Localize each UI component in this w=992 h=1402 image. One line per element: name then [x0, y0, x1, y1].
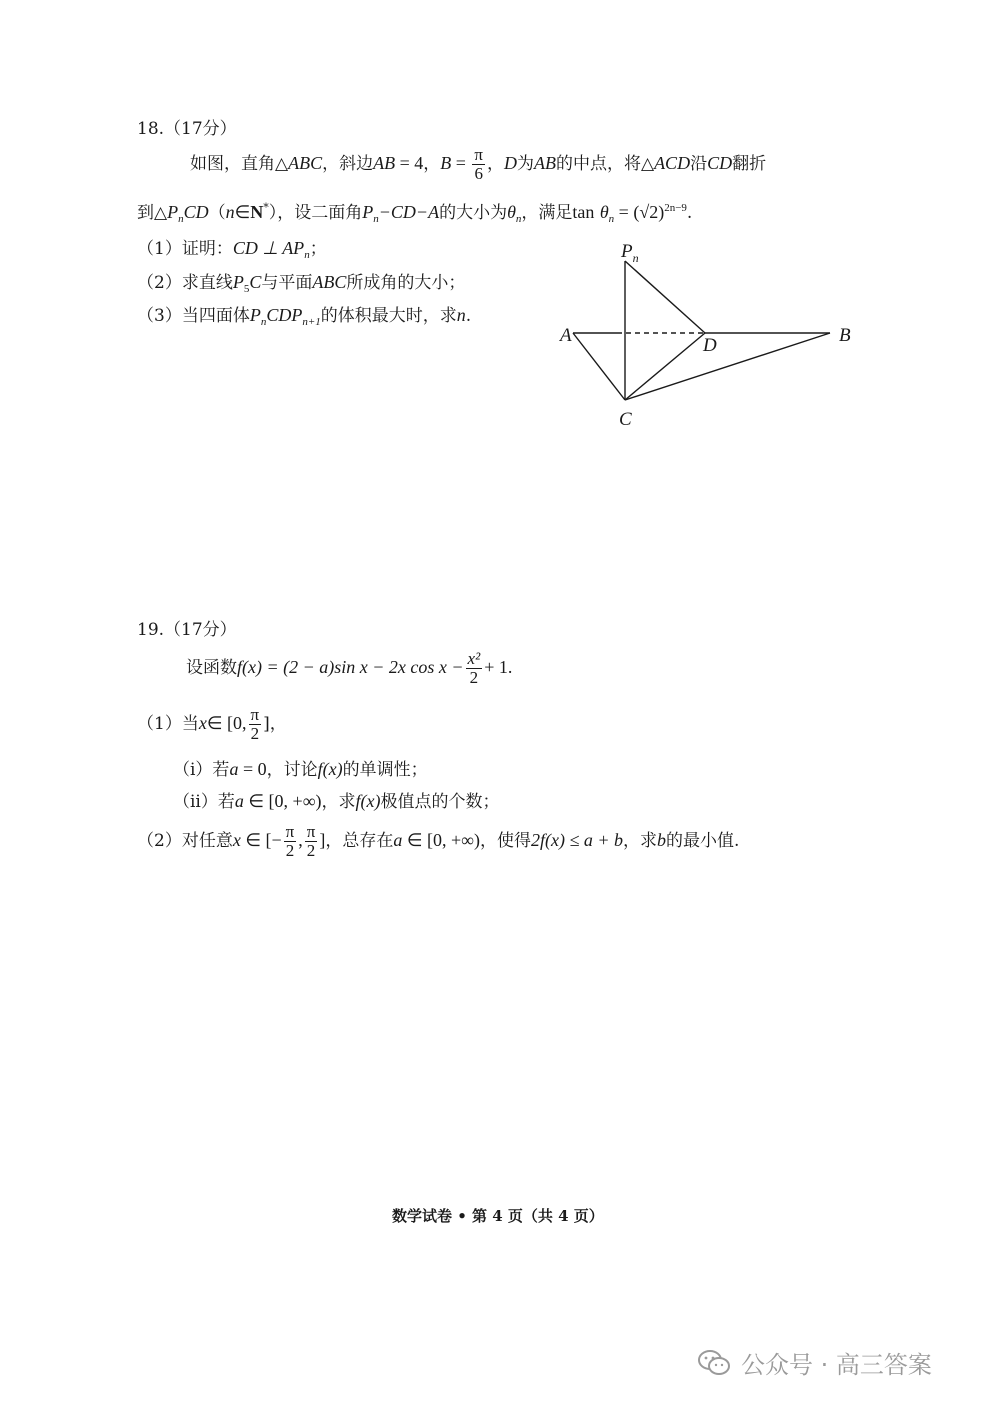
- page-footer: 数学试卷 • 第 4 页（共 4 页）: [392, 1207, 604, 1225]
- segment-pn-d: [625, 261, 705, 333]
- q18-header: 18.（17分）: [137, 119, 237, 139]
- pi-over-2-b: $\frac{\pi}{2}$: [306, 822, 316, 860]
- q19-part1-ii: （ii）若a ∈ [0, +∞)，求f(x)极值点的个数；: [173, 791, 500, 812]
- label-d: D: [703, 335, 717, 356]
- segment-c-d: [625, 333, 705, 400]
- label-b: B: [839, 325, 851, 346]
- pi-over-6: $\frac{\pi}{6}$: [474, 145, 483, 183]
- segment-c-b: [625, 333, 830, 400]
- q19-function: 设函数f(x) = (2 − a)sin x − 2x cos x − $\frac{\text{x²}}{2}$ + 1.: [186, 649, 513, 687]
- q19-part1: （1）当x∈ [0, $\frac{\pi}{2}$ ]，: [137, 705, 287, 743]
- x-squared-over-2: $\frac{\text{x²}}{2}$: [467, 649, 481, 687]
- q19-part2: （2）对任意x ∈ [− $\frac{\pi}{2}$ , $\frac{\pi}{2}$ ]，总存在a ∈ [0, +∞)，使得2f(x) ≤ a + b，求b的最小值.: [137, 822, 740, 860]
- label-c: C: [619, 409, 632, 430]
- wechat-icon: [697, 1349, 731, 1377]
- q18-part1: （1）证明：CD ⊥ $AP_n$；: [137, 238, 327, 261]
- pi-over-2-a: $\frac{\pi}{2}$: [285, 822, 295, 860]
- q18-line2: 到$\triangle P_nCD(n\in N^*)$，设二面角$P_n-CD-A$的大小为$\theta_n$，满足$\tan \theta_n = (√2)^{2n-9}$.: [137, 201, 693, 225]
- q18-part3: （3）当四面体$P_nCDP_{n+1}$的体积最大时，求n.: [137, 305, 472, 328]
- tetrahedron-figure: [555, 235, 865, 435]
- q18-line1: 如图，直角△ABC，斜边AB = 4，B = $\frac{\pi}{6}$ ，D为AB的中点，将△ACD沿CD翻折: [190, 145, 767, 183]
- segment-a-c: [573, 333, 625, 400]
- q19-header: 19.（17分）: [137, 620, 237, 640]
- watermark: [697, 1345, 932, 1380]
- q19-part1-i: （i）若a = 0，讨论f(x)的单调性；: [173, 759, 428, 780]
- pi-over-2: $\frac{\pi}{2}$: [250, 705, 260, 743]
- watermark-text: 公众号 · 高三答案: [741, 1351, 932, 1379]
- q18-part2: （2）求直线$P_5C$与平面ABC所成角的大小；: [137, 272, 466, 295]
- label-pn: $P_n$: [621, 241, 639, 265]
- label-a: A: [560, 325, 572, 346]
